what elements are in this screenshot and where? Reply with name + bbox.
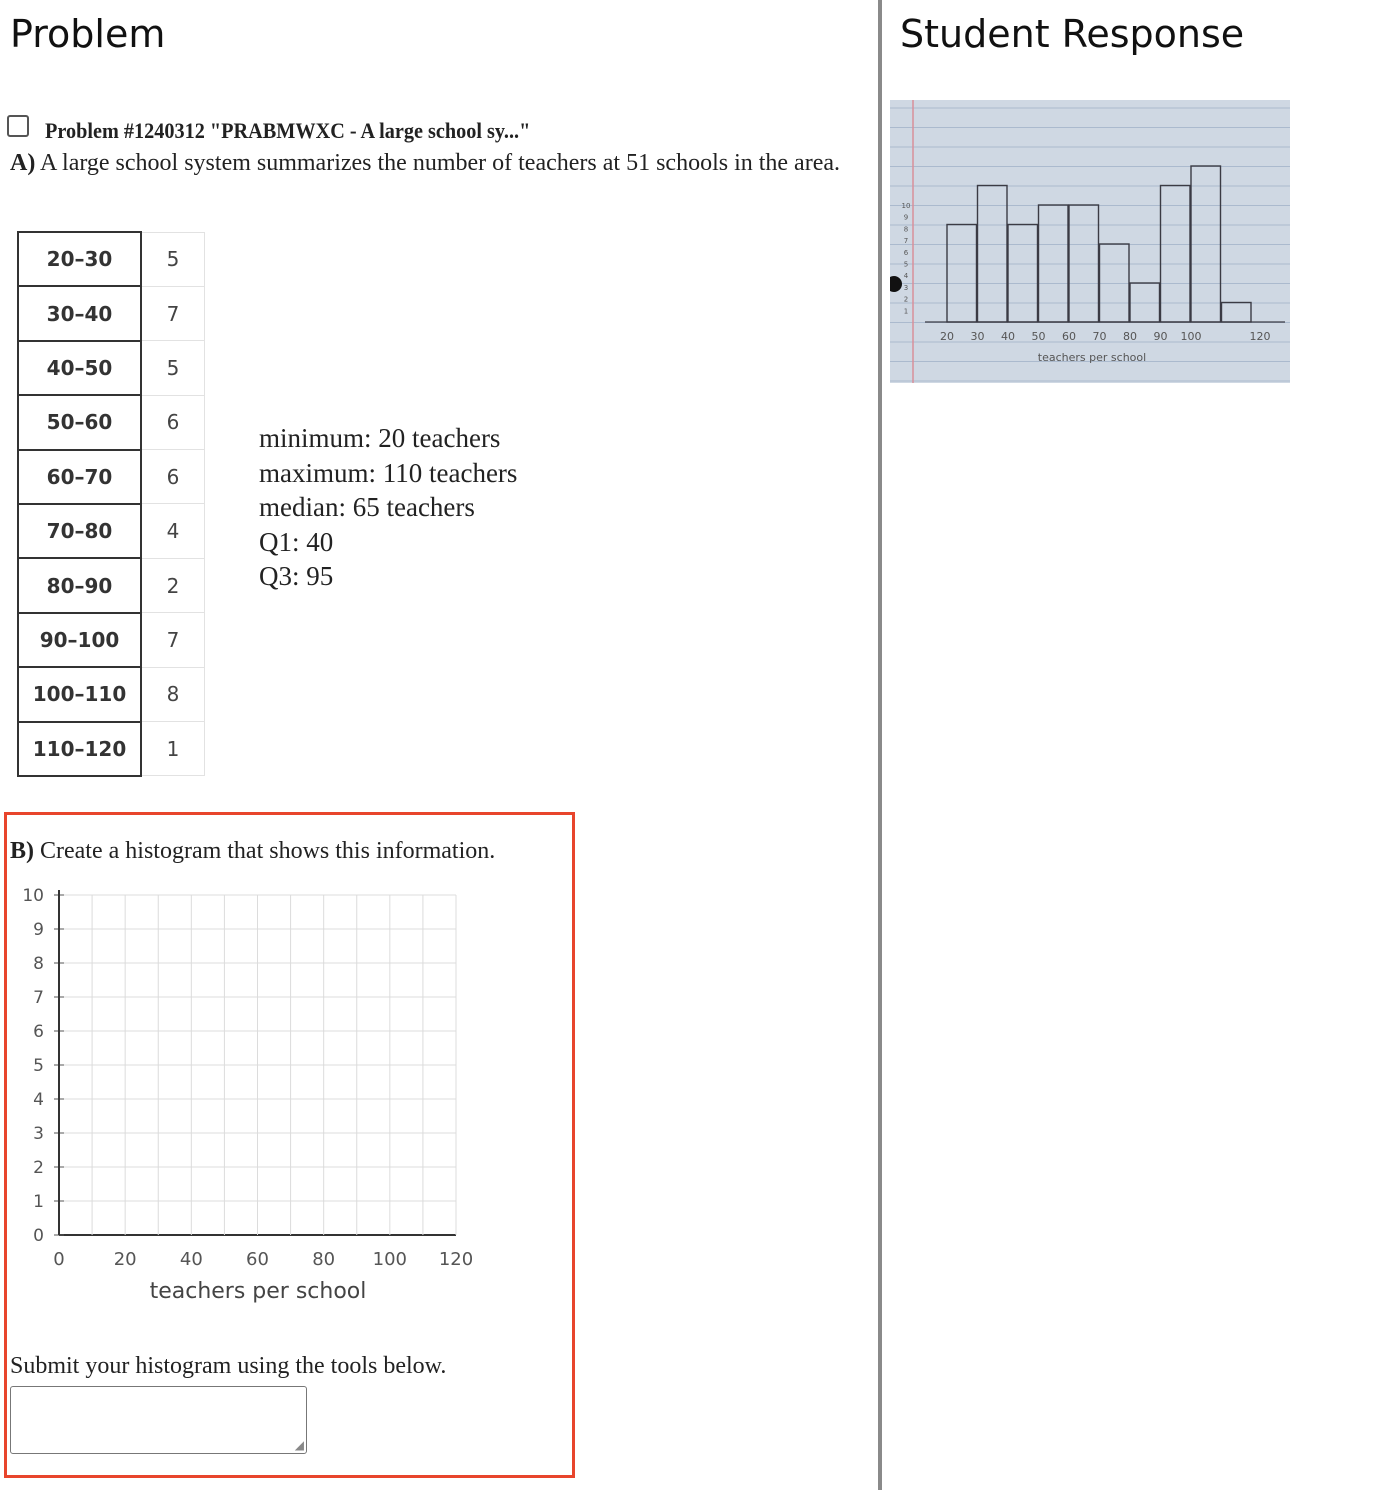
hand-x-tick: 50 [1031,330,1046,343]
hand-x-tick: 80 [1123,330,1137,343]
range-cell: 110–120 [18,722,141,776]
stat-minimum: minimum: 20 teachers [259,423,501,453]
y-tick-label: 3 [33,1124,44,1144]
y-tick-label: 10 [22,886,44,906]
y-tick-label: 7 [33,988,44,1008]
range-cell: 50–60 [18,395,141,449]
table-row [18,722,205,776]
hand-x-label: teachers per school [1037,351,1147,364]
hand-y-tick: 4 [903,272,909,281]
y-tick-label: 6 [33,1022,44,1042]
hand-x-tick: 70 [1092,330,1107,343]
count-cell: 8 [141,667,205,721]
x-tick-label: 60 [246,1249,269,1270]
count-cell: 6 [141,450,205,504]
count-cell: 2 [141,558,205,612]
y-tick-label: 2 [33,1158,44,1178]
count-cell: 5 [141,341,205,395]
table-row [18,613,205,667]
table-row [18,341,205,395]
resize-handle-icon[interactable]: ◢ [294,1438,304,1452]
range-cell: 30–40 [18,286,141,340]
hand-x-tick: 100 [1180,330,1202,343]
y-tick-label: 0 [33,1226,44,1246]
count-cell: 5 [141,232,205,286]
range-cell: 80–90 [18,558,141,612]
hand-x-tick: 60 [1062,330,1076,343]
x-tick-label: 40 [179,1249,203,1270]
count-cell: 6 [141,395,205,449]
hand-y-tick: 7 [903,237,909,246]
stat-q1: Q1: 40 [259,526,334,557]
range-cell: 90–100 [18,613,141,667]
hand-y-tick: 6 [903,248,909,257]
problem-checkbox[interactable] [7,115,29,137]
student-response-heading: Student Response [900,12,1245,56]
hand-x-tick: 90 [1153,330,1168,343]
problem-title: Problem #1240312 "PRABMWXC - A large school sy..." [45,118,531,143]
y-tick-label: 9 [33,920,44,940]
y-tick-label: 4 [33,1090,44,1110]
answer-textarea[interactable] [10,1386,307,1454]
part-b-text: Create a histogram that shows this information. [40,838,496,864]
student-histogram-photo [890,100,1290,383]
table-row [18,504,205,558]
table-row [18,395,205,449]
count-cell: 1 [141,722,205,776]
y-tick-label: 1 [33,1192,44,1212]
hand-x-tick: 120 [1249,330,1271,343]
count-cell: 4 [141,504,205,558]
part-a-label: A) [10,150,36,176]
hand-x-tick: 30 [970,330,985,343]
stat-median: median: 65 teachers [259,492,475,522]
y-tick-label: 5 [33,1056,44,1076]
range-cell: 100–110 [18,667,141,721]
part-b-question [10,838,495,865]
count-cell: 7 [141,286,205,340]
stat-q3: Q3: 95 [259,561,334,591]
hand-y-tick: 5 [903,260,909,269]
summary-stats [259,421,517,594]
count-cell: 7 [141,613,205,667]
empty-histogram-grid [8,878,488,1308]
panel-divider [878,0,882,1490]
x-tick-label: 100 [372,1249,408,1270]
hand-y-tick: 9 [903,213,909,222]
x-tick-label: 0 [53,1249,65,1270]
table-row [18,232,205,286]
range-cell: 40–50 [18,341,141,395]
frequency-table [17,231,205,777]
stat-maximum: maximum: 110 teachers [259,457,518,488]
x-tick-label: 80 [312,1249,336,1270]
x-tick-label: 20 [113,1249,137,1270]
table-row [18,286,205,340]
range-cell: 70–80 [18,504,141,558]
problem-heading: Problem [10,12,166,56]
part-a-text: A large school system summarizes the number of teachers at 51 schools in the area. [40,150,841,176]
hand-y-tick: 3 [903,283,909,292]
table-row [18,558,205,612]
x-tick-label: 120 [438,1249,474,1270]
submit-instruction: Submit your histogram using the tools below. [10,1353,447,1379]
x-axis-label: teachers per school [149,1279,367,1304]
table-row [18,450,205,504]
hand-x-tick: 40 [1001,330,1015,343]
hand-y-tick: 10 [901,202,911,210]
table-row [18,667,205,721]
part-a-question [10,150,840,177]
hand-y-tick: 1 [903,307,909,316]
hand-x-tick: 20 [940,330,954,343]
y-tick-label: 8 [33,954,44,974]
hand-y-tick: 2 [903,295,909,304]
hand-y-tick: 8 [903,225,909,234]
part-b-label: B) [10,838,34,864]
range-cell: 60–70 [18,450,141,504]
range-cell: 20–30 [18,232,141,286]
